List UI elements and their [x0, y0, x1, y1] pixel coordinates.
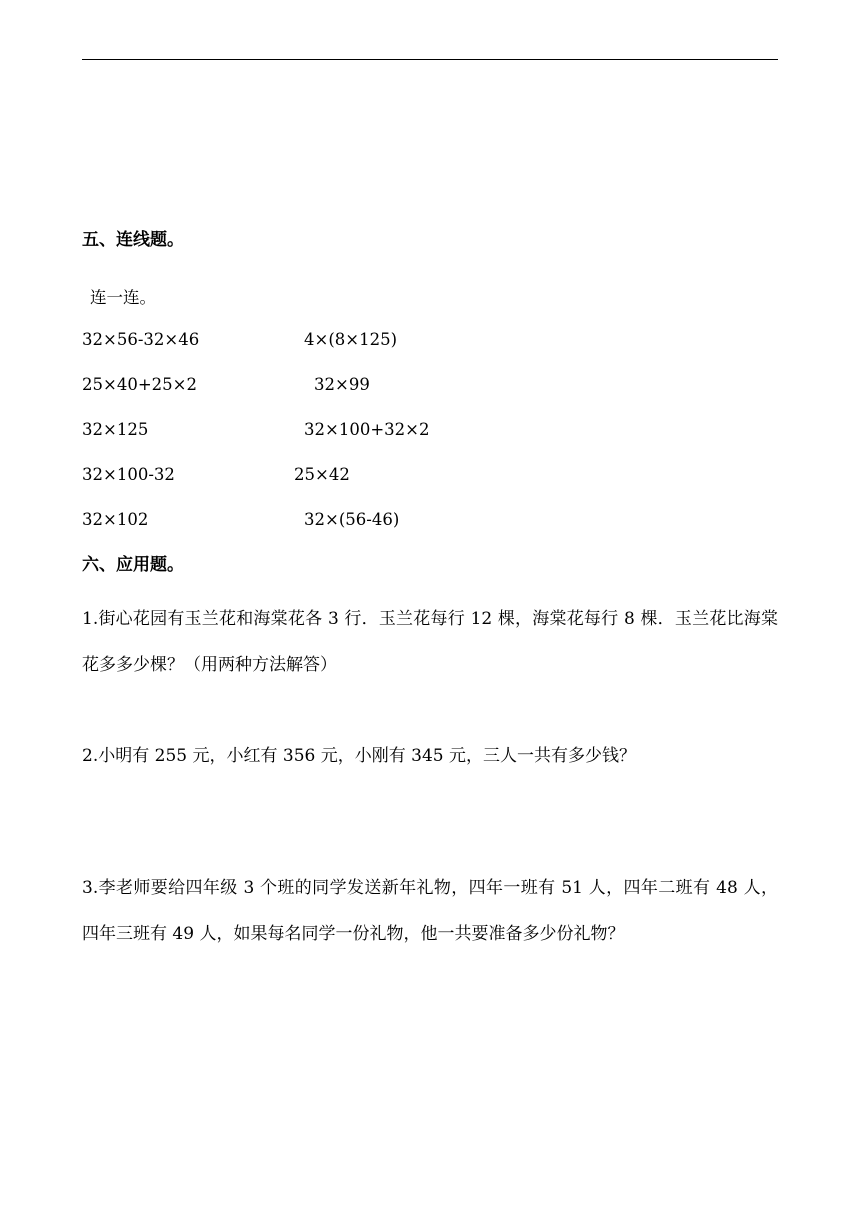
- section-5-heading: 五、连线题。: [82, 230, 184, 250]
- match-right-2: 32×99: [314, 375, 370, 394]
- problem-2: 2.小明有 255 元，小红有 356 元，小刚有 345 元，三人一共有多少钱？: [82, 746, 636, 766]
- match-left-3: 32×125: [82, 420, 149, 439]
- match-right-3: 32×100+32×2: [304, 420, 430, 439]
- header-rule: [82, 59, 778, 60]
- section-5-instruction: 连一连。: [90, 288, 156, 307]
- match-left-2: 25×40+25×2: [82, 375, 197, 394]
- match-right-4: 25×42: [294, 465, 350, 484]
- match-right-5: 32×(56-46): [304, 510, 400, 529]
- match-right-1: 4×(8×125): [304, 330, 398, 349]
- section-6-heading: 六、应用题。: [82, 555, 184, 575]
- problem-3: 3.李老师要给四年级 3 个班的同学发送新年礼物，四年一班有 51 人，四年二班有 48 人，四年三班有 49 人，如果每名同学一份礼物，他一共要准备多少份礼物？: [82, 878, 778, 944]
- match-left-4: 32×100-32: [82, 465, 175, 484]
- match-left-1: 32×56-32×46: [82, 330, 200, 349]
- problem-1: 1.街心花园有玉兰花和海棠花各 3 行．玉兰花每行 12 棵，海棠花每行 8 棵．玉兰花比海棠花多多少棵？（用两种方法解答）: [82, 609, 778, 675]
- match-left-5: 32×102: [82, 510, 149, 529]
